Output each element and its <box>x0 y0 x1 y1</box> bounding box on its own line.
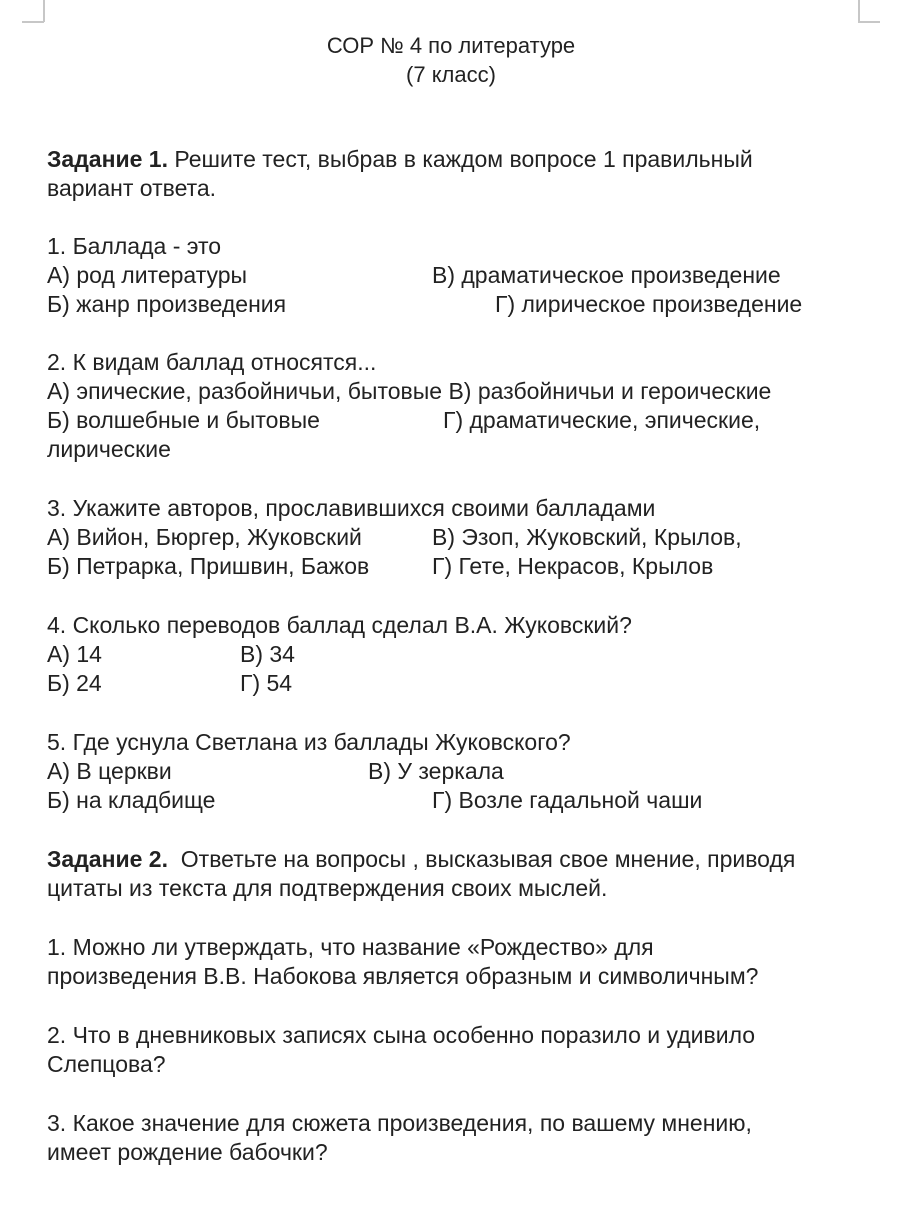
task1-text-line2: вариант ответа. <box>47 175 217 201</box>
task2-q2-line1: 2. Что в дневниковых записях сына особенно поразило и удивило <box>47 1022 756 1048</box>
crop-mark-left-vertical <box>43 0 45 22</box>
q1-option-v: В) драматическое произведение <box>432 262 781 288</box>
q4-option-a: А) 14 <box>47 641 102 667</box>
q1-option-a: А) род литературы <box>47 262 248 288</box>
task2-q2-line2: Слепцова? <box>47 1051 166 1077</box>
q4-option-g: Г) 54 <box>240 670 293 696</box>
q1-option-g: Г) лирическое произведение <box>495 291 803 317</box>
page-title-line1: СОР № 4 по литературе <box>326 33 576 58</box>
q1-question: 1. Баллада - это <box>47 233 222 259</box>
q4-option-b: Б) 24 <box>47 670 102 696</box>
q5-option-g: Г) Возле гадальной чаши <box>432 787 703 813</box>
q3-option-b: Б) Петрарка, Пришвин, Бажов <box>47 553 370 579</box>
q2-option-b: Б) волшебные и бытовые <box>47 407 320 433</box>
q2-option-g-continued: лирические <box>47 436 171 462</box>
q3-option-a: А) Вийон, Бюргер, Жуковский <box>47 524 362 550</box>
crop-mark-right-vertical <box>858 0 860 22</box>
q4-question: 4. Сколько переводов баллад сделал В.А. Жуковский? <box>47 612 632 638</box>
q5-option-v: В) У зеркала <box>368 758 504 784</box>
task2-q1-line1: 1. Можно ли утверждать, что название «Рождество» для <box>47 934 654 960</box>
q5-option-b: Б) на кладбище <box>47 787 216 813</box>
q2-options-a-v: А) эпические, разбойничьи, бытовые В) разбойничьи и героические <box>47 378 772 404</box>
q2-question: 2. К видам баллад относятся... <box>47 349 377 375</box>
task2-heading: Задание 2. <box>47 846 168 872</box>
crop-mark-right-horizontal <box>858 21 880 23</box>
q1-option-b: Б) жанр произведения <box>47 291 287 317</box>
task2-text-line1: Ответьте на вопросы , высказывая свое мнение, приводя <box>180 846 796 872</box>
task2-q3-line2: имеет рождение бабочки? <box>47 1139 328 1165</box>
q5-option-a: А) В церкви <box>47 758 172 784</box>
q3-option-g: Г) Гете, Некрасов, Крылов <box>432 553 714 579</box>
task1-heading: Задание 1. <box>47 146 168 172</box>
page-title-line2: (7 класс) <box>406 62 496 87</box>
q3-option-v: В) Эзоп, Жуковский, Крылов, <box>432 524 742 550</box>
task2-q3-line1: 3. Какое значение для сюжета произведения, по вашему мнению, <box>47 1110 752 1136</box>
crop-mark-left-horizontal <box>22 21 44 23</box>
task1-text-line1: Решите тест, выбрав в каждом вопросе 1 правильный <box>174 146 753 172</box>
q3-question: 3. Укажите авторов, прославившихся своими балладами <box>47 495 656 521</box>
q4-option-v: В) 34 <box>240 641 295 667</box>
task1-instruction <box>47 145 753 174</box>
task2-instruction <box>47 845 795 874</box>
q2-option-g: Г) драматические, эпические, <box>443 407 761 433</box>
q5-question: 5. Где уснула Светлана из баллады Жуковского? <box>47 729 571 755</box>
task2-q1-line2: произведения В.В. Набокова является образным и символичным? <box>47 963 759 989</box>
task2-text-line2: цитаты из текста для подтверждения своих мыслей. <box>47 875 608 901</box>
